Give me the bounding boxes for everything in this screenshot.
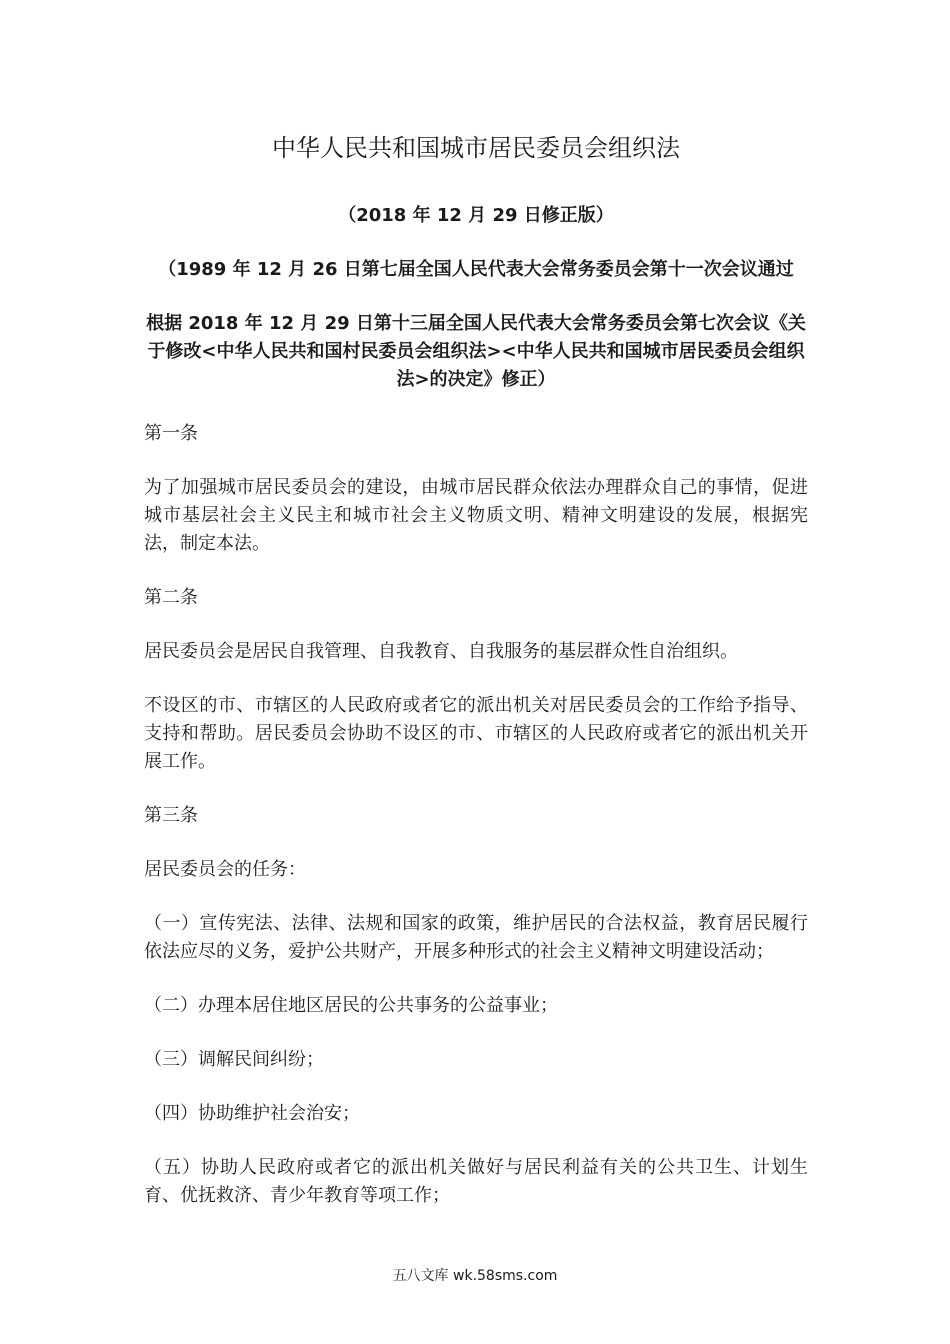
article-2-text-1: 居民委员会是居民自我管理、自我教育、自我服务的基层群众性自治组织。: [144, 641, 738, 662]
amendment-note: 根据 2018 年 12 月 29 日第十三届全国人民代表大会常务委员会第七次会议《关于修改<中华人民共和国村民委员会组织法><中华人民共和国城市居民委员会组织法>的决定》修正）: [146, 313, 806, 390]
article-2-text-2: 不设区的市、市辖区的人民政府或者它的派出机关对居民委员会的工作给予指导、支持和帮助。居民委员会协助不设区的市、市辖区的人民政府或者它的派出机关开展工作。: [144, 695, 808, 772]
article-1-heading: 第一条: [144, 423, 198, 444]
article-3-item-5: （五）协助人民政府或者它的派出机关做好与居民利益有关的公共卫生、计划生育、优抚救济、青少年教育等项工作；: [144, 1157, 808, 1206]
article-3-item-3: （三）调解民间纠纷；: [144, 1049, 324, 1070]
document-title: 中华人民共和国城市居民委员会组织法: [272, 134, 680, 162]
footer-watermark: 五八文库 wk.58sms.com: [392, 1268, 558, 1284]
article-3-intro: 居民委员会的任务：: [144, 859, 306, 880]
article-3-heading: 第三条: [144, 805, 198, 826]
article-1-text: 为了加强城市居民委员会的建设，由城市居民群众依法办理群众自己的事情，促进城市基层社会主义民主和城市社会主义物质文明、精神文明建设的发展，根据宪法，制定本法。: [144, 477, 808, 554]
document-body: [144, 128, 808, 1236]
article-3-item-4: （四）协助维护社会治安；: [144, 1103, 360, 1124]
revision-note: （2018 年 12 月 29 日修正版）: [338, 205, 614, 226]
article-3-item-1: （一）宣传宪法、法律、法规和国家的政策，维护居民的合法权益，教育居民履行依法应尽的义务，爱护公共财产，开展多种形式的社会主义精神文明建设活动；: [144, 913, 808, 962]
adoption-note: （1989 年 12 月 26 日第七届全国人民代表大会常务委员会第十一次会议通过: [158, 259, 794, 280]
article-2-heading: 第二条: [144, 587, 198, 608]
article-3-item-2: （二）办理本居住地区居民的公共事务的公益事业；: [144, 995, 558, 1016]
